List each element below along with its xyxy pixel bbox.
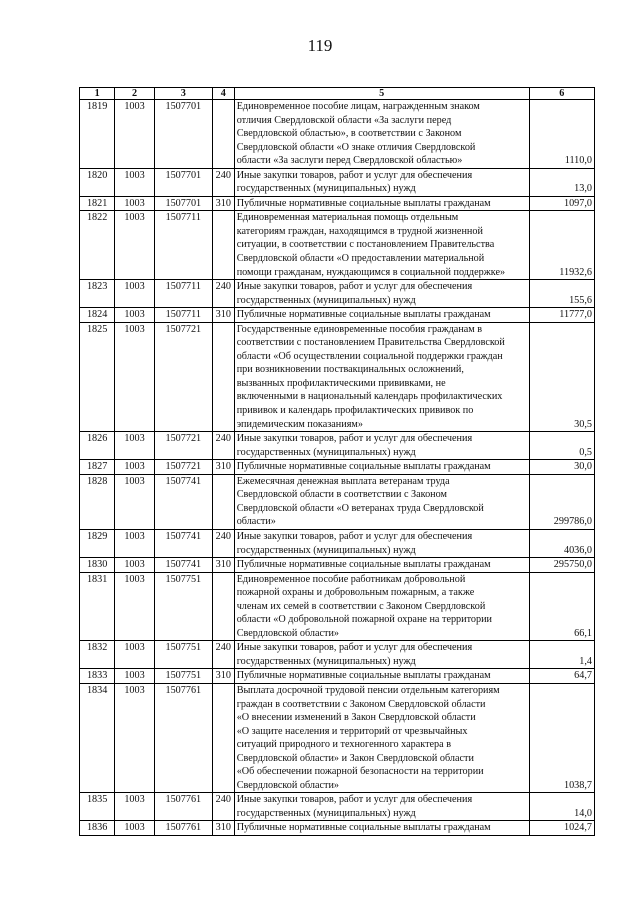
- description-line: пожарной охраны и добровольным пожарным, а также: [236, 587, 475, 599]
- table-header-row: [80, 88, 595, 100]
- section-code: 1003: [115, 641, 154, 669]
- table-row: [80, 280, 595, 308]
- description-line: области»: [236, 516, 276, 528]
- row-amount: 30,0: [529, 460, 594, 475]
- description-line: государственных (муниципальных) нужд: [236, 294, 416, 306]
- description-line: Свердловской области «О знаке отличия Свердловской: [236, 141, 476, 153]
- row-description: [234, 683, 529, 792]
- description-line: Иные закупки товаров, работ и услуг для обеспечения: [236, 642, 473, 654]
- section-code: 1003: [115, 280, 154, 308]
- description-line: «Об обеспечении пожарной безопасности на территории: [236, 766, 484, 778]
- table-row: [80, 432, 595, 460]
- row-number: 1831: [80, 572, 115, 641]
- target-article-code: 1507701: [154, 100, 212, 169]
- description-line: помощи гражданам, нуждающимся в социальной поддержке»: [236, 266, 506, 278]
- section-code: 1003: [115, 529, 154, 557]
- description-line: Иные закупки товаров, работ и услуг для обеспечения: [236, 530, 473, 542]
- section-code: 1003: [115, 308, 154, 323]
- row-number: 1826: [80, 432, 115, 460]
- row-description: [234, 529, 529, 557]
- description-line: Свердловской области «О предоставлении материальной: [236, 253, 485, 265]
- row-description: [234, 821, 529, 836]
- row-description: [234, 641, 529, 669]
- row-amount: 4036,0: [529, 529, 594, 557]
- row-description: [234, 460, 529, 475]
- description-line: эпидемическим показаниям»: [236, 418, 363, 430]
- description-line: Свердловской области в соответствии с Законом: [236, 489, 447, 501]
- section-code: 1003: [115, 196, 154, 211]
- description-line: граждан в соответствии с Законом Свердловской области: [236, 698, 486, 710]
- expense-type-code: [212, 572, 234, 641]
- description-line: при возникновении поствакцинальных осложнений,: [236, 364, 464, 376]
- table-row: [80, 683, 595, 792]
- description-line: области «Об осуществлении социальной поддержки граждан: [236, 350, 503, 362]
- description-line: государственных (муниципальных) нужд: [236, 544, 416, 556]
- expense-type-code: [212, 683, 234, 792]
- header-col-1: 1: [80, 88, 115, 100]
- row-description: [234, 280, 529, 308]
- description-line: соответствии с постановлением Правительства Свердловской: [236, 337, 505, 349]
- target-article-code: 1507741: [154, 474, 212, 529]
- description-line: Единовременное пособие работникам добровольной: [236, 573, 466, 585]
- budget-table: [79, 87, 595, 836]
- row-description: [234, 669, 529, 684]
- row-amount: 1097,0: [529, 196, 594, 211]
- description-line: включенными в национальный календарь профилактических: [236, 391, 503, 403]
- description-line: ситуаций природного и техногенного характера в: [236, 739, 452, 751]
- row-description: [234, 432, 529, 460]
- target-article-code: 1507751: [154, 572, 212, 641]
- description-line: Государственные единовременные пособия гражданам в: [236, 323, 483, 335]
- description-line: членам их семей в соответствии с Законом Свердловской: [236, 600, 486, 612]
- description-line: области «О добровольной пожарной охране на территории: [236, 614, 493, 626]
- expense-type-code: 310: [212, 821, 234, 836]
- row-description: [234, 474, 529, 529]
- description-line: прививок и календарь профилактических прививок по: [236, 405, 474, 417]
- row-number: 1829: [80, 529, 115, 557]
- table-row: [80, 529, 595, 557]
- expense-type-code: [212, 100, 234, 169]
- row-number: 1835: [80, 793, 115, 821]
- description-line: Свердловской области»: [236, 627, 340, 639]
- expense-type-code: 310: [212, 669, 234, 684]
- description-line: вызванных профилактическими прививками, не: [236, 377, 446, 389]
- row-number: 1827: [80, 460, 115, 475]
- row-amount: 30,5: [529, 322, 594, 431]
- description-line: Иные закупки товаров, работ и услуг для обеспечения: [236, 794, 473, 806]
- expense-type-code: [212, 322, 234, 431]
- row-amount: 155,6: [529, 280, 594, 308]
- description-line: области «За заслуги перед Свердловской областью»: [236, 155, 463, 167]
- target-article-code: 1507761: [154, 683, 212, 792]
- description-line: Публичные нормативные социальные выплаты гражданам: [236, 822, 491, 834]
- table-row: [80, 196, 595, 211]
- row-description: [234, 322, 529, 431]
- section-code: 1003: [115, 432, 154, 460]
- description-line: отличия Свердловской области «За заслуги перед: [236, 114, 452, 126]
- header-col-2: 2: [115, 88, 154, 100]
- section-code: 1003: [115, 821, 154, 836]
- description-line: Иные закупки товаров, работ и услуг для обеспечения: [236, 433, 473, 445]
- target-article-code: 1507751: [154, 641, 212, 669]
- row-number: 1820: [80, 168, 115, 196]
- expense-type-code: 240: [212, 793, 234, 821]
- expense-type-code: 310: [212, 460, 234, 475]
- row-amount: 11932,6: [529, 211, 594, 280]
- description-line: Свердловской областью», в соответствии с Законом: [236, 128, 462, 140]
- description-line: «О защите населения и территорий от чрезвычайных: [236, 725, 468, 737]
- expense-type-code: 240: [212, 280, 234, 308]
- table-row: [80, 308, 595, 323]
- target-article-code: 1507711: [154, 308, 212, 323]
- description-line: Единовременная материальная помощь отдельным: [236, 212, 459, 224]
- target-article-code: 1507741: [154, 529, 212, 557]
- row-amount: 299786,0: [529, 474, 594, 529]
- target-article-code: 1507761: [154, 793, 212, 821]
- target-article-code: 1507721: [154, 432, 212, 460]
- expense-type-code: 240: [212, 529, 234, 557]
- table-row: [80, 100, 595, 169]
- row-number: 1822: [80, 211, 115, 280]
- section-code: 1003: [115, 558, 154, 573]
- section-code: 1003: [115, 100, 154, 169]
- description-line: Публичные нормативные социальные выплаты гражданам: [236, 559, 491, 571]
- target-article-code: 1507711: [154, 280, 212, 308]
- row-number: 1833: [80, 669, 115, 684]
- row-description: [234, 196, 529, 211]
- table-row: [80, 793, 595, 821]
- expense-type-code: 310: [212, 308, 234, 323]
- row-amount: 295750,0: [529, 558, 594, 573]
- row-amount: 1024,7: [529, 821, 594, 836]
- row-description: [234, 558, 529, 573]
- section-code: 1003: [115, 460, 154, 475]
- section-code: 1003: [115, 669, 154, 684]
- row-amount: 66,1: [529, 572, 594, 641]
- expense-type-code: 240: [212, 432, 234, 460]
- expense-type-code: 310: [212, 558, 234, 573]
- expense-type-code: [212, 474, 234, 529]
- section-code: 1003: [115, 322, 154, 431]
- description-line: «О внесении изменений в Закон Свердловской области: [236, 712, 476, 724]
- row-description: [234, 793, 529, 821]
- row-number: 1828: [80, 474, 115, 529]
- header-col-5: 5: [234, 88, 529, 100]
- description-line: Иные закупки товаров, работ и услуг для обеспечения: [236, 281, 473, 293]
- section-code: 1003: [115, 793, 154, 821]
- section-code: 1003: [115, 211, 154, 280]
- description-line: Единовременное пособие лицам, награжденным знаком: [236, 101, 480, 112]
- row-number: 1830: [80, 558, 115, 573]
- table-row: [80, 474, 595, 529]
- row-number: 1836: [80, 821, 115, 836]
- row-number: 1823: [80, 280, 115, 308]
- section-code: 1003: [115, 168, 154, 196]
- expense-type-code: 240: [212, 168, 234, 196]
- row-amount: 14,0: [529, 793, 594, 821]
- row-amount: 13,0: [529, 168, 594, 196]
- row-amount: 11777,0: [529, 308, 594, 323]
- table-row: [80, 211, 595, 280]
- row-description: [234, 308, 529, 323]
- table-row: [80, 168, 595, 196]
- description-line: Публичные нормативные социальные выплаты гражданам: [236, 461, 491, 473]
- row-amount: 1,4: [529, 641, 594, 669]
- description-line: государственных (муниципальных) нужд: [236, 183, 416, 195]
- expense-type-code: [212, 211, 234, 280]
- row-description: [234, 100, 529, 169]
- section-code: 1003: [115, 474, 154, 529]
- table-row: [80, 669, 595, 684]
- header-col-6: 6: [529, 88, 594, 100]
- description-line: Ежемесячная денежная выплата ветеранам труда: [236, 475, 450, 487]
- target-article-code: 1507711: [154, 211, 212, 280]
- page-number: 119: [307, 36, 333, 55]
- expense-type-code: 310: [212, 196, 234, 211]
- description-line: Публичные нормативные социальные выплаты гражданам: [236, 309, 491, 321]
- section-code: 1003: [115, 572, 154, 641]
- header-col-4: 4: [212, 88, 234, 100]
- description-line: Иные закупки товаров, работ и услуг для обеспечения: [236, 169, 473, 181]
- row-amount: 1110,0: [529, 100, 594, 169]
- description-line: Свердловской области «О ветеранах труда Свердловской: [236, 502, 484, 514]
- table-row: [80, 558, 595, 573]
- row-number: 1834: [80, 683, 115, 792]
- description-line: Свердловской области» и Закон Свердловской области: [236, 752, 474, 764]
- table-row: [80, 572, 595, 641]
- description-line: государственных (муниципальных) нужд: [236, 807, 416, 819]
- section-code: 1003: [115, 683, 154, 792]
- expense-type-code: 240: [212, 641, 234, 669]
- description-line: Публичные нормативные социальные выплаты гражданам: [236, 670, 491, 682]
- row-description: [234, 211, 529, 280]
- row-amount: 64,7: [529, 669, 594, 684]
- row-description: [234, 572, 529, 641]
- description-line: государственных (муниципальных) нужд: [236, 446, 416, 458]
- description-line: Выплата досрочной трудовой пенсии отдельным категориям: [236, 684, 500, 696]
- description-line: Публичные нормативные социальные выплаты гражданам: [236, 197, 491, 209]
- description-line: ситуации, в соответствии с постановлением Правительства: [236, 239, 495, 251]
- target-article-code: 1507741: [154, 558, 212, 573]
- table-row: [80, 460, 595, 475]
- table-row: [80, 821, 595, 836]
- description-line: Свердловской области»: [236, 779, 340, 791]
- row-number: 1825: [80, 322, 115, 431]
- table-row: [80, 641, 595, 669]
- target-article-code: 1507751: [154, 669, 212, 684]
- row-number: 1832: [80, 641, 115, 669]
- header-col-3: 3: [154, 88, 212, 100]
- row-number: 1824: [80, 308, 115, 323]
- description-line: категориям граждан, находящимся в трудной жизненной: [236, 225, 483, 237]
- row-number: 1821: [80, 196, 115, 211]
- table-row: [80, 322, 595, 431]
- target-article-code: 1507761: [154, 821, 212, 836]
- target-article-code: 1507721: [154, 322, 212, 431]
- row-number: 1819: [80, 100, 115, 169]
- row-description: [234, 168, 529, 196]
- row-amount: 1038,7: [529, 683, 594, 792]
- row-amount: 0,5: [529, 432, 594, 460]
- description-line: государственных (муниципальных) нужд: [236, 655, 416, 667]
- target-article-code: 1507701: [154, 196, 212, 211]
- target-article-code: 1507721: [154, 460, 212, 475]
- target-article-code: 1507701: [154, 168, 212, 196]
